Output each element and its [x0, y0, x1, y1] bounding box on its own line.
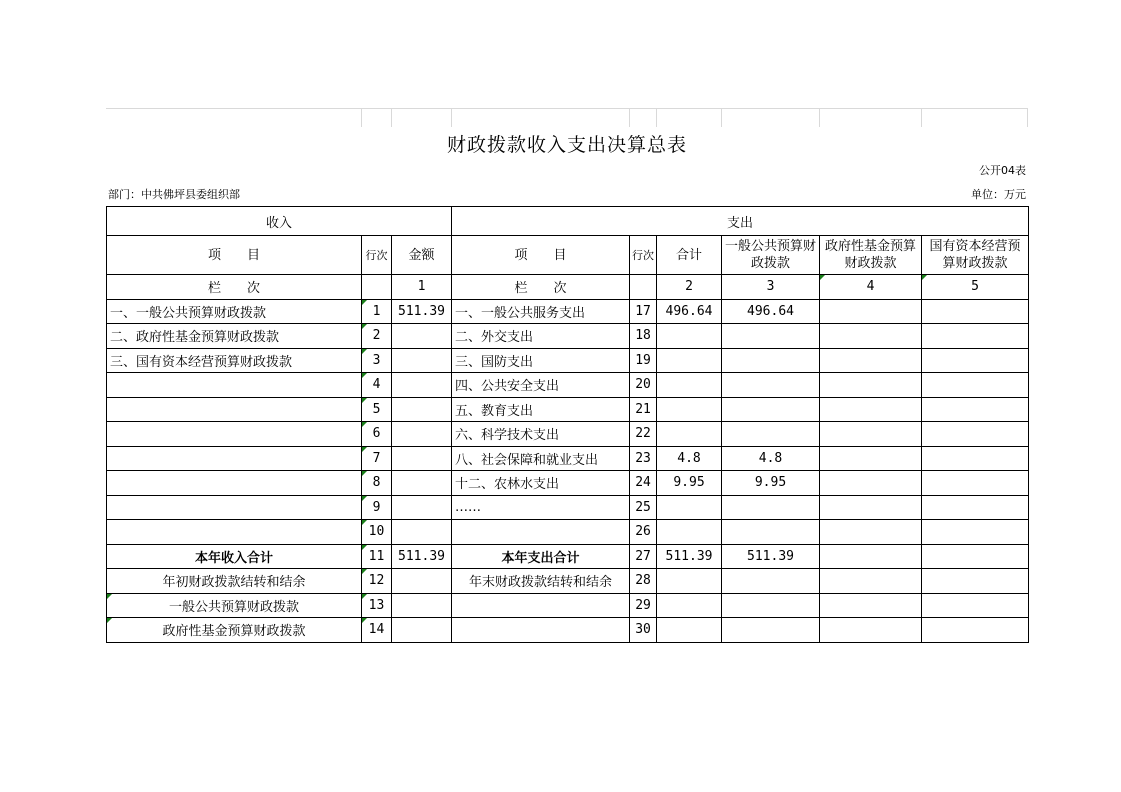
- general-budget-header: 一般公共预算财政拨款: [722, 236, 820, 275]
- income-item-cell: [107, 422, 362, 447]
- expense-item-cell: ……: [452, 495, 630, 520]
- income-row-no-cell: 5: [362, 397, 392, 422]
- total-cell: [657, 422, 722, 447]
- income-row-no-cell: 8: [362, 471, 392, 496]
- gov-fund-cell: [820, 618, 922, 643]
- table-row: [107, 397, 1029, 422]
- income-amount-cell: [392, 348, 452, 373]
- state-capital-cell: [922, 618, 1029, 643]
- income-row-no-cell: 7: [362, 446, 392, 471]
- gov-fund-cell: [820, 520, 922, 545]
- income-row-no-header: 行次: [362, 236, 392, 275]
- table-row: [107, 495, 1029, 520]
- table-row: [107, 446, 1029, 471]
- income-item-header: 项 目: [107, 236, 362, 275]
- expense-column-label: 栏 次: [452, 275, 630, 300]
- table-row: [107, 348, 1029, 373]
- general-budget-cell: [722, 618, 820, 643]
- col-index-1: 1: [392, 275, 452, 300]
- state-capital-cell: [922, 471, 1029, 496]
- state-capital-cell: [922, 397, 1029, 422]
- state-capital-cell: [922, 324, 1029, 349]
- expense-row-no-cell: 30: [630, 618, 657, 643]
- gov-fund-cell: [820, 495, 922, 520]
- income-row-no-cell: 9: [362, 495, 392, 520]
- report-title: 财政拨款收入支出决算总表: [446, 134, 687, 156]
- unit-label: 单位：万元: [971, 188, 1026, 201]
- amount-header: 金额: [392, 236, 452, 275]
- table-row: [107, 618, 1029, 643]
- expense-row-no-cell: 20: [630, 373, 657, 398]
- expense-item-cell: [452, 593, 630, 618]
- income-amount-cell: [392, 593, 452, 618]
- income-item-cell: 一般公共预算财政拨款: [107, 593, 362, 618]
- income-item-cell: [107, 397, 362, 422]
- total-cell: [657, 373, 722, 398]
- budget-table: [106, 206, 1029, 643]
- expense-item-cell: 六、科学技术支出: [452, 422, 630, 447]
- expense-item-cell: 八、社会保障和就业支出: [452, 446, 630, 471]
- gov-fund-cell: [820, 397, 922, 422]
- expense-item-cell: [452, 618, 630, 643]
- gov-fund-cell: [820, 569, 922, 594]
- expense-row-no-cell: 17: [630, 299, 657, 324]
- income-item-cell: 年初财政拨款结转和结余: [107, 569, 362, 594]
- expense-row-no-cell: 24: [630, 471, 657, 496]
- state-capital-header: 国有资本经营预算财政拨款: [922, 236, 1029, 275]
- state-capital-cell: [922, 593, 1029, 618]
- gov-fund-cell: [820, 593, 922, 618]
- income-amount-cell: [392, 373, 452, 398]
- total-cell: 496.64: [657, 299, 722, 324]
- table-row: [107, 520, 1029, 545]
- general-budget-cell: [722, 569, 820, 594]
- form-code: 公开04表: [979, 164, 1026, 177]
- expense-row-no-cell: 19: [630, 348, 657, 373]
- table-row: [107, 299, 1029, 324]
- state-capital-cell: [922, 569, 1029, 594]
- total-cell: [657, 520, 722, 545]
- total-cell: [657, 495, 722, 520]
- expense-row-no-cell: 26: [630, 520, 657, 545]
- expense-row-no-cell: 22: [630, 422, 657, 447]
- gov-fund-cell: [820, 324, 922, 349]
- income-item-cell: 政府性基金预算财政拨款: [107, 618, 362, 643]
- general-budget-cell: 496.64: [722, 299, 820, 324]
- income-amount-cell: [392, 495, 452, 520]
- state-capital-cell: [922, 544, 1029, 569]
- income-item-cell: [107, 495, 362, 520]
- total-cell: [657, 348, 722, 373]
- income-item-cell: 一、一般公共预算财政拨款: [107, 299, 362, 324]
- state-capital-cell: [922, 446, 1029, 471]
- income-amount-cell: [392, 569, 452, 594]
- empty-cell: [362, 275, 392, 300]
- state-capital-cell: [922, 422, 1029, 447]
- general-budget-cell: [722, 348, 820, 373]
- general-budget-cell: 4.8: [722, 446, 820, 471]
- income-item-cell: 三、国有资本经营预算财政拨款: [107, 348, 362, 373]
- general-budget-cell: [722, 397, 820, 422]
- income-row-no-cell: 2: [362, 324, 392, 349]
- expense-item-header: 项 目: [452, 236, 630, 275]
- income-item-cell: 本年收入合计: [107, 544, 362, 569]
- expense-row-no-cell: 27: [630, 544, 657, 569]
- income-amount-cell: [392, 618, 452, 643]
- col-index-2: 2: [657, 275, 722, 300]
- state-capital-cell: [922, 299, 1029, 324]
- total-cell: 511.39: [657, 544, 722, 569]
- table-row: [107, 544, 1029, 569]
- income-amount-cell: [392, 324, 452, 349]
- general-budget-cell: [722, 422, 820, 447]
- expense-item-cell: 一、一般公共服务支出: [452, 299, 630, 324]
- expense-item-cell: 四、公共安全支出: [452, 373, 630, 398]
- total-cell: [657, 397, 722, 422]
- income-row-no-cell: 4: [362, 373, 392, 398]
- income-item-cell: [107, 446, 362, 471]
- expense-row-no-cell: 25: [630, 495, 657, 520]
- table-row: [107, 373, 1029, 398]
- col-index-4: 4: [820, 275, 922, 300]
- expense-row-no-cell: 29: [630, 593, 657, 618]
- table-row: [107, 471, 1029, 496]
- income-row-no-cell: 1: [362, 299, 392, 324]
- income-amount-cell: 511.39: [392, 544, 452, 569]
- expense-row-no-cell: 23: [630, 446, 657, 471]
- general-budget-cell: 9.95: [722, 471, 820, 496]
- general-budget-cell: 511.39: [722, 544, 820, 569]
- col-index-5: 5: [922, 275, 1029, 300]
- income-amount-cell: [392, 446, 452, 471]
- expense-item-cell: 十二、农林水支出: [452, 471, 630, 496]
- gov-fund-cell: [820, 299, 922, 324]
- income-amount-cell: [392, 471, 452, 496]
- total-cell: [657, 569, 722, 594]
- gov-fund-cell: [820, 544, 922, 569]
- income-amount-cell: [392, 422, 452, 447]
- income-row-no-cell: 10: [362, 520, 392, 545]
- income-row-no-cell: 12: [362, 569, 392, 594]
- gov-fund-cell: [820, 373, 922, 398]
- column-header-row: [107, 236, 1029, 275]
- total-header: 合计: [657, 236, 722, 275]
- state-capital-cell: [922, 348, 1029, 373]
- expense-item-cell: 年末财政拨款结转和结余: [452, 569, 630, 594]
- general-budget-cell: [722, 520, 820, 545]
- total-cell: 9.95: [657, 471, 722, 496]
- col-index-3: 3: [722, 275, 820, 300]
- table-row: [107, 593, 1029, 618]
- general-budget-cell: [722, 495, 820, 520]
- income-amount-cell: [392, 520, 452, 545]
- total-cell: [657, 324, 722, 349]
- expense-item-cell: 三、国防支出: [452, 348, 630, 373]
- expense-header: 支出: [452, 207, 1029, 236]
- total-cell: 4.8: [657, 446, 722, 471]
- gov-fund-cell: [820, 471, 922, 496]
- expense-row-no-cell: 28: [630, 569, 657, 594]
- total-cell: [657, 593, 722, 618]
- general-budget-cell: [722, 593, 820, 618]
- income-row-no-cell: 3: [362, 348, 392, 373]
- income-item-cell: [107, 373, 362, 398]
- expense-row-no-cell: 21: [630, 397, 657, 422]
- empty-cell: [630, 275, 657, 300]
- table-row: [107, 324, 1029, 349]
- gov-fund-cell: [820, 348, 922, 373]
- gov-fund-header: 政府性基金预算财政拨款: [820, 236, 922, 275]
- column-index-row: [107, 275, 1029, 300]
- expense-row-no-header: 行次: [630, 236, 657, 275]
- expense-item-cell: 五、教育支出: [452, 397, 630, 422]
- empty-grid-row: [106, 108, 1028, 127]
- expense-item-cell: 本年支出合计: [452, 544, 630, 569]
- expense-row-no-cell: 18: [630, 324, 657, 349]
- income-header: 收入: [107, 207, 452, 236]
- state-capital-cell: [922, 520, 1029, 545]
- general-budget-cell: [722, 324, 820, 349]
- section-header-row: [107, 207, 1029, 236]
- general-budget-cell: [722, 373, 820, 398]
- income-amount-cell: 511.39: [392, 299, 452, 324]
- total-cell: [657, 618, 722, 643]
- income-column-label: 栏 次: [107, 275, 362, 300]
- income-row-no-cell: 13: [362, 593, 392, 618]
- income-row-no-cell: 11: [362, 544, 392, 569]
- state-capital-cell: [922, 373, 1029, 398]
- income-item-cell: [107, 520, 362, 545]
- state-capital-cell: [922, 495, 1029, 520]
- expense-item-cell: 二、外交支出: [452, 324, 630, 349]
- income-row-no-cell: 6: [362, 422, 392, 447]
- table-row: [107, 569, 1029, 594]
- expense-item-cell: [452, 520, 630, 545]
- income-item-cell: [107, 471, 362, 496]
- department-label: 部门：中共佛坪县委组织部: [108, 188, 240, 201]
- gov-fund-cell: [820, 446, 922, 471]
- income-item-cell: 二、政府性基金预算财政拨款: [107, 324, 362, 349]
- table-row: [107, 422, 1029, 447]
- gov-fund-cell: [820, 422, 922, 447]
- income-amount-cell: [392, 397, 452, 422]
- income-row-no-cell: 14: [362, 618, 392, 643]
